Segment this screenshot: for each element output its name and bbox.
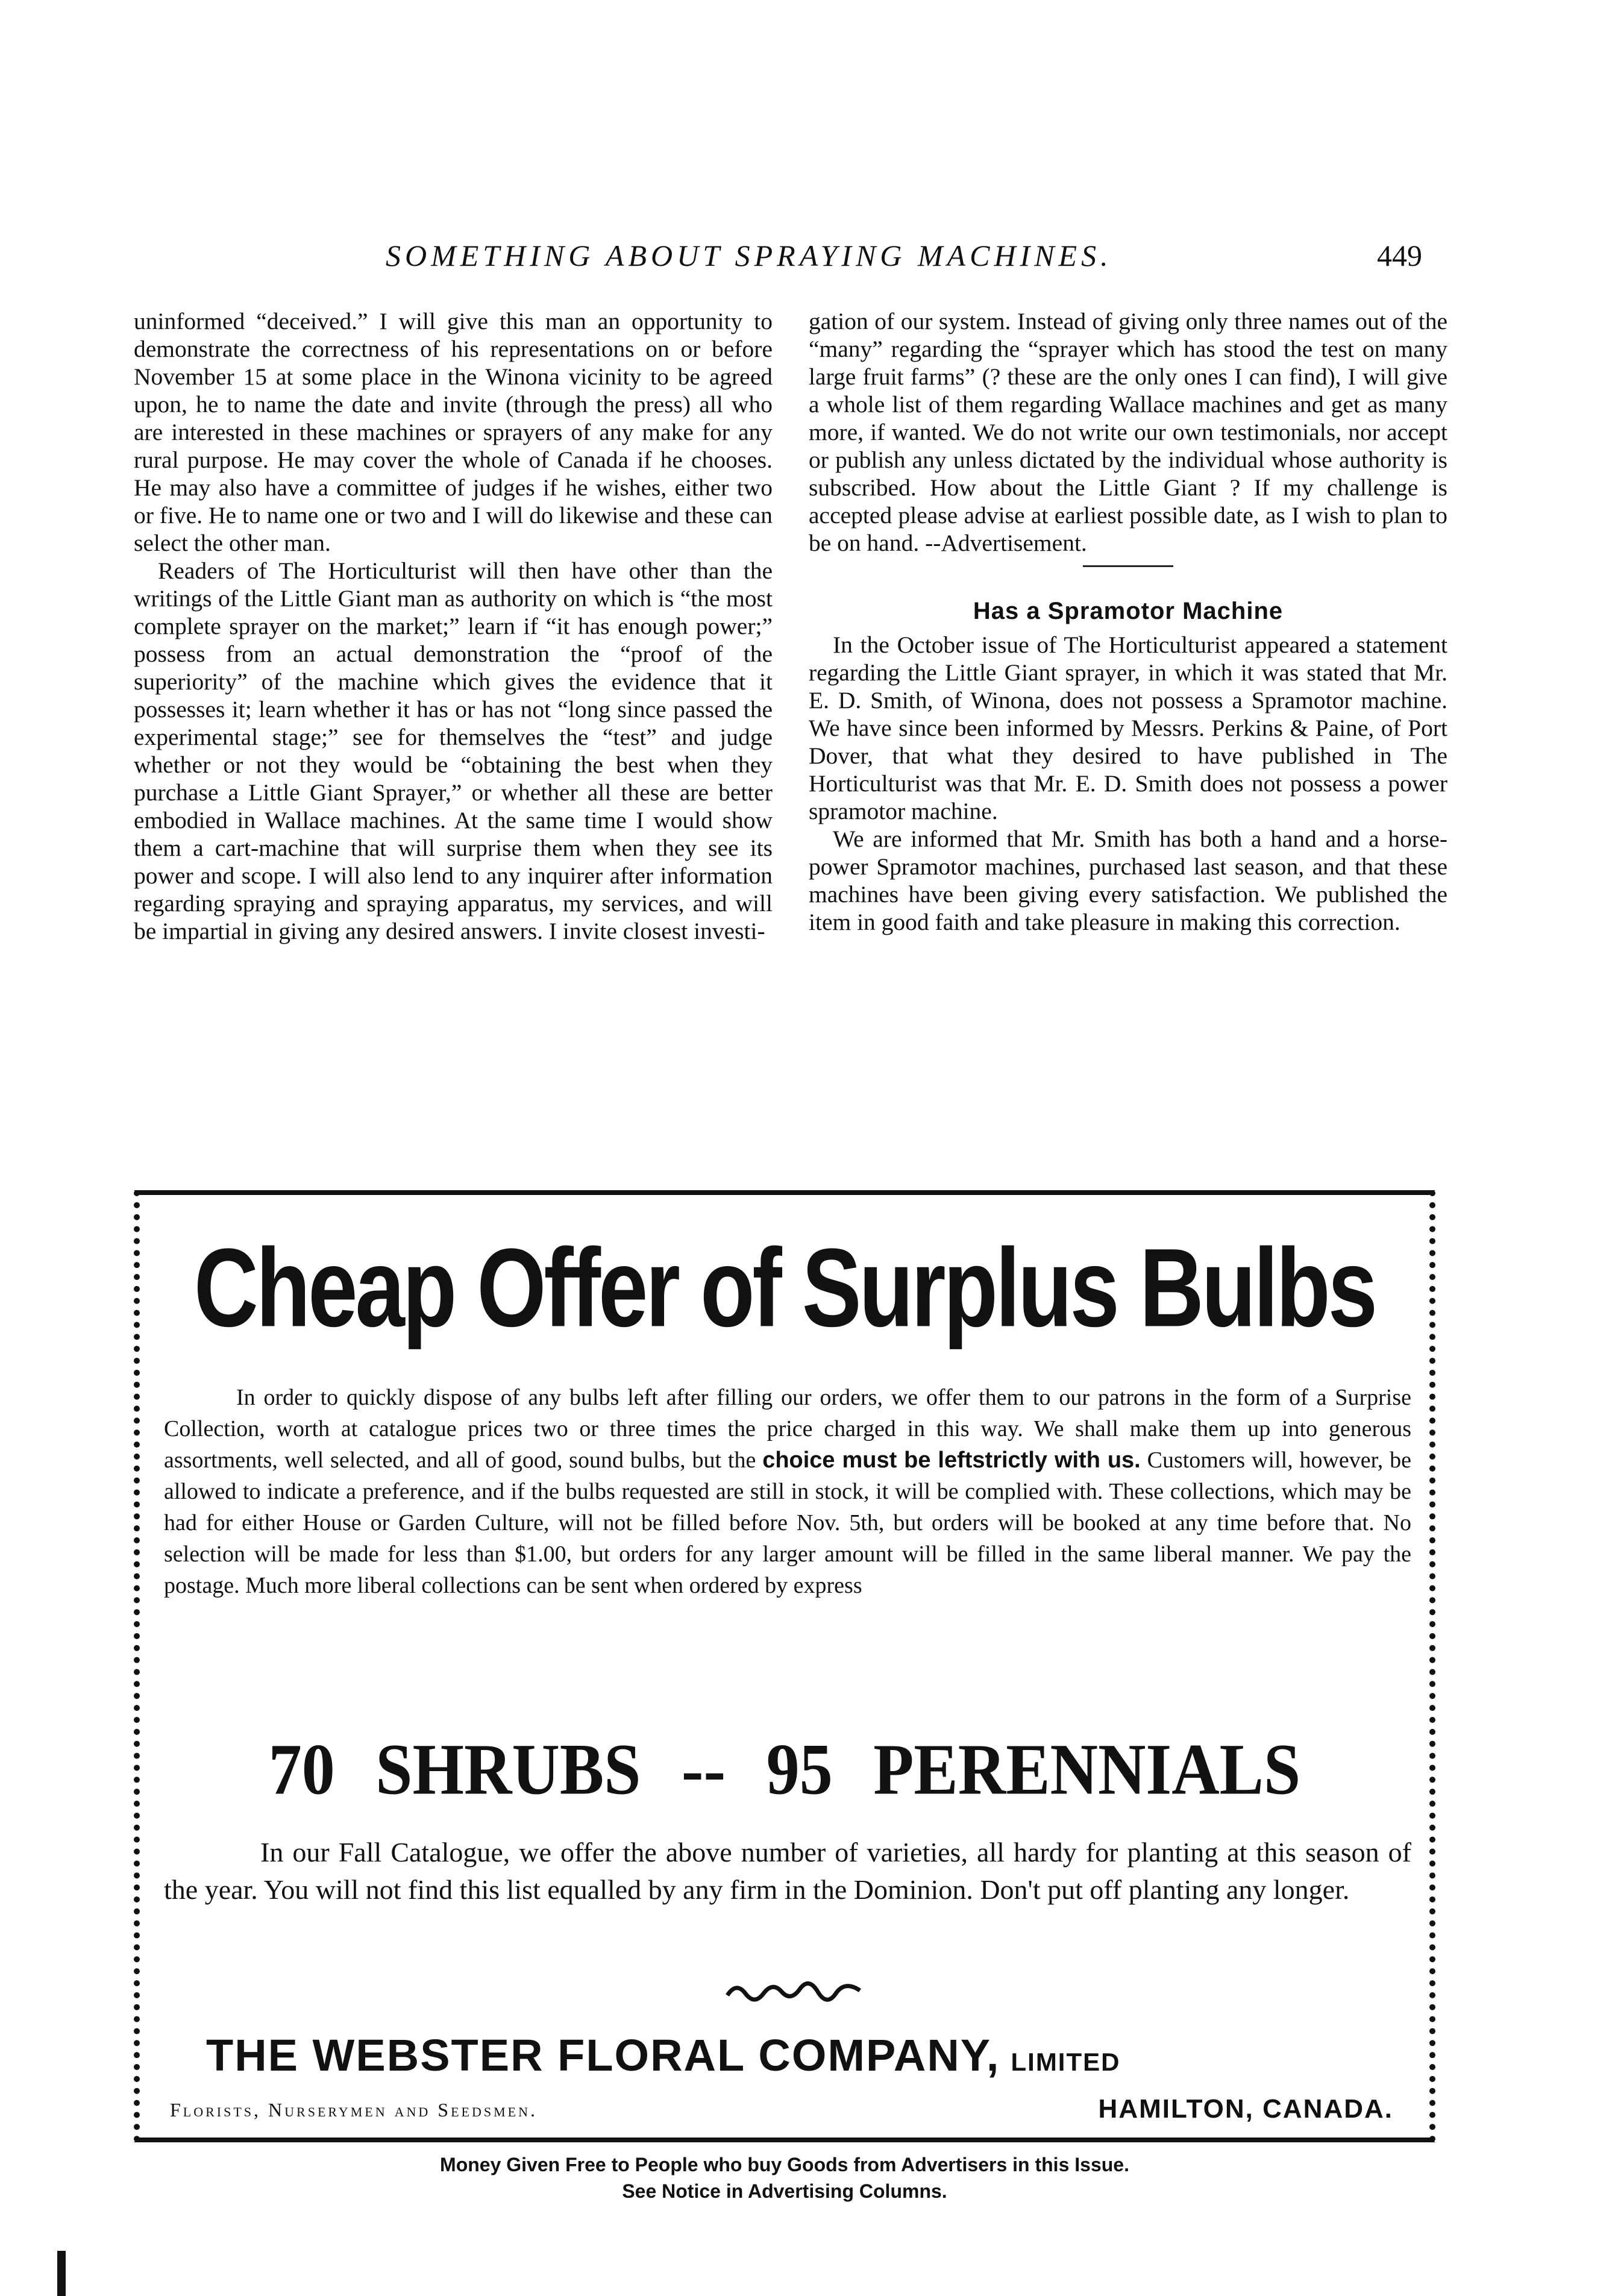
left-paragraph-1: uninformed “deceived.” I will give this man an opportunity to demonstrate the correctness of his representations on or before November 15 at some place in the Winona vicinity to be agreed upon, he to name the date and invite (through the press) all who are interested in these machines or sprayers of any make for any rural purpose. He may cover the whole of Canada if he chooses. He may also have a committee of judges if he wishes, either two or five. He to name one or two and I will do likewise and these can select the other man. — [134, 308, 773, 556]
margin-mark — [57, 2251, 66, 2296]
right-paragraph-1: gation of our system. Instead of giving only three names out of the “many” regarding the “sprayer which has stood the test on many large fruit farms” (? these are the only ones I can find), I will give a whole list of them regarding Wallace machines and get as many more, if wanted. We do not write our own testimonials, nor accept or publish any unless dictated by the individual whose authority is subscribed. How about the Little Giant ? If my challenge is accepted please advise at earliest possible date, as I wish to plan to be on hand. --Advertisement. — [809, 308, 1447, 556]
ad-body-bold: choice must be leftstrictly with us. — [762, 1448, 1141, 1473]
wavy-ornament-icon — [724, 1978, 863, 2003]
section-divider — [1083, 565, 1173, 567]
company-limited: LIMITED — [1011, 2048, 1121, 2076]
ad-catalogue-paragraph: In our Fall Catalogue, we offer the above number of varieties, all hardy for planting at this season of the year. You will not find this list equalled by any firm in the Dominion. Don't put off planting any longer. — [164, 1837, 1411, 1905]
page-header — [0, 238, 1618, 286]
page-footer — [134, 2151, 1435, 2204]
right-paragraph-3: We are informed that Mr. Smith has both a hand and a horse-power Spramotor machines, purchased last season, and that these machines have been giving every satisfaction. We published the item in good faith and take pleasure in making this correction. — [809, 826, 1447, 935]
right-paragraph-2: In the October issue of The Horticulturist appeared a statement regarding the Little Giant sprayer, in which it was stated that Mr. E. D. Smith, of Winona, does not possess a Spramotor machine. We have since been informed by Messrs. Perkins & Paine, of Port Dover, that what they desired to have published in The Horticulturist was that Mr. E. D. Smith does not possess a power spramotor machine. — [809, 632, 1447, 824]
ad-title: Cheap Offer of Surplus Bulbs — [193, 1226, 1376, 1350]
footer-line-2: See Notice in Advertising Columns. — [622, 2180, 947, 2202]
ad-body-start: In order to quickly dispose of any bulbs left after filling our orders, we offer them to our patrons in the form of a Surprise Collection, worth at catalogue prices two or three times the price charged in this way. We shall make them up into generous assortments, well selected, and all of good, sound bulbs, but the — [164, 1385, 1411, 1473]
company-trades: Florists, Nurserymen and Seedsmen. — [170, 2099, 538, 2121]
ad-body-end: Customers will, however, be allowed to indicate a preference, and if the bulbs requested are still in stock, it will be complied with. These collections, which may be had for either House or Garden Culture, will not be filled before Nov. 5th, but orders will be booked at any time before that. No selection will be made for less than $1.00, but orders for any larger amount will be filled in the same liberal manner. We pay the postage. Much more liberal collections can be sent when ordered by express — [164, 1448, 1411, 1598]
ad-body — [164, 1382, 1411, 1601]
footer-line-1: Money Given Free to People who buy Goods from Advertisers in this Issue. — [440, 2154, 1129, 2175]
advertisement-box — [134, 1190, 1435, 2142]
ad-catalogue-text — [164, 1834, 1411, 1909]
section-heading: Has a Spramotor Machine — [973, 598, 1284, 624]
ad-headline-shrubs: 70 SHRUBS -- 95 PERENNIALS — [268, 1728, 1301, 1810]
left-column — [134, 307, 773, 945]
right-column — [809, 307, 1447, 936]
left-paragraph-2: Readers of The Horticulturist will then have other than the writings of the Little Giant man as authority on which is “the most complete sprayer on the market;” learn if “it has enough power;” possess from an actual demonstration the “proof of the superiority” of the machine which gives the evidence that it possesses it; learn whether it has or has not “long since passed the experimental stage;” see for themselves the “test” and judge whether or not they would be “obtaining the best when they purchase a Little Giant Sprayer,” or whether all these are better embodied in Wallace machines. At the same time I would show them a cart-machine that will surprise them when they see its power and scope. I will also lend to any inquirer after information regarding spraying and spraying apparatus, my services, and will be impartial in giving any desired answers. I invite closest investi- — [134, 557, 773, 944]
page-number: 449 — [1377, 239, 1422, 272]
company-city: HAMILTON, CANADA. — [1098, 2094, 1393, 2124]
company-name — [206, 2030, 1411, 2081]
company-name-text: THE WEBSTER FLORAL COMPANY, — [206, 2030, 1000, 2080]
running-title: SOMETHING ABOUT SPRAYING MACHINES. — [386, 239, 1112, 272]
